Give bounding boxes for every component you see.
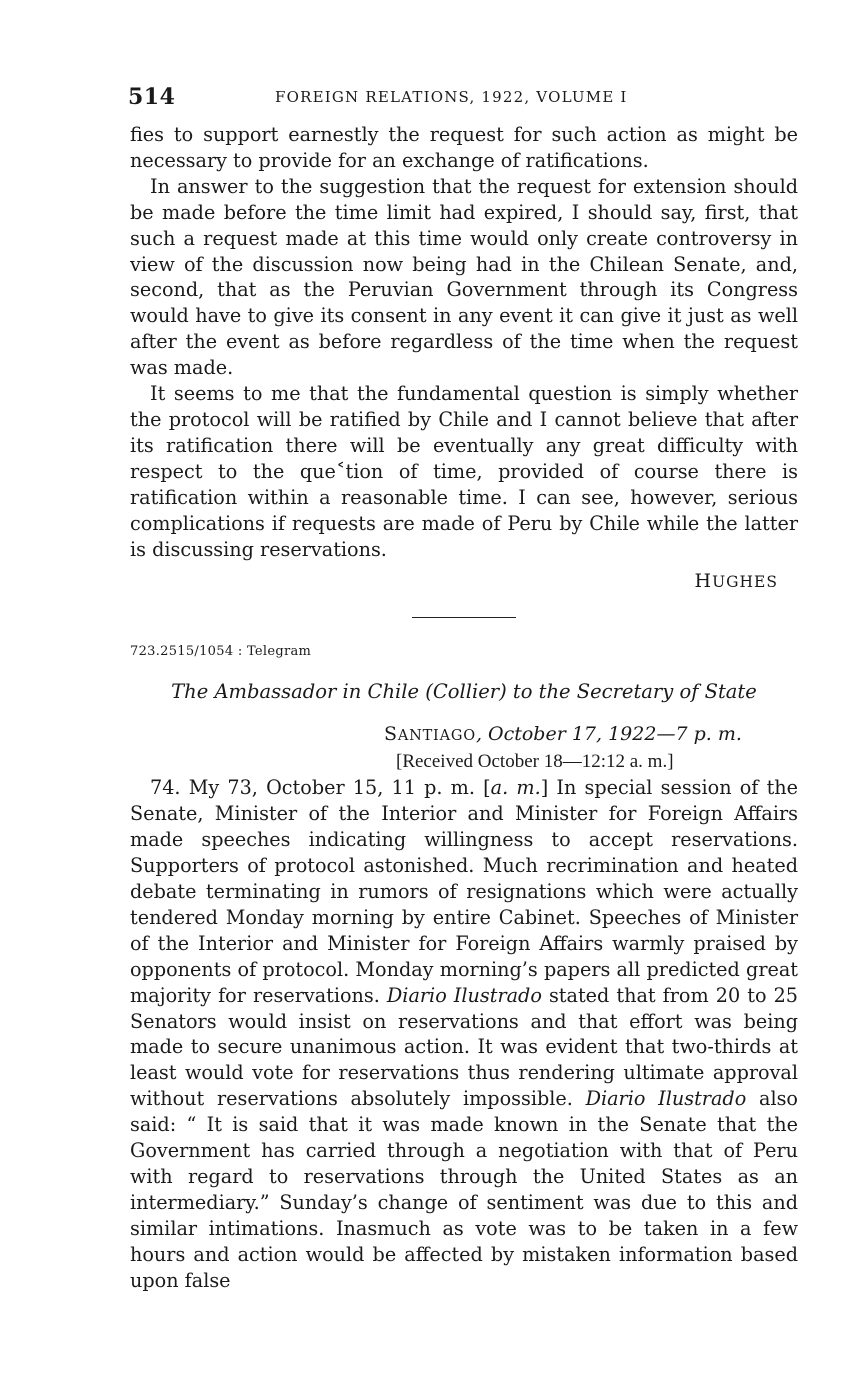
- page-number: 514: [128, 84, 176, 110]
- body-segment: also said: “ It is said that it was made known in the Senate that the Government has carried through a negotiation with that of Peru with regard to reservations through the United States as an intermediary.” Sunday’s change of sentiment was due to this and similar intimations. Inasmuch as vote was to be taken in a few hours and action would be affected by mistaken information based upon false: [130, 1087, 798, 1292]
- newspaper-name: Diario Ilustrado: [386, 983, 542, 1007]
- telegram-body: [130, 775, 798, 1293]
- signature-initial: H: [694, 570, 713, 593]
- body-segment-italic: a. m.: [490, 776, 541, 800]
- section-divider: [412, 617, 516, 618]
- file-reference: 723.2515/1054 : Telegram: [130, 644, 312, 660]
- body-segment: stated that from 20 to 25 Senators would insist on reservations and that effort was being made to secure unanimous action. It was evident that two-thirds at least would vote for reservations thus rendering ultimate approval without reservations absolutely impossible.: [130, 983, 798, 1111]
- document-title: The Ambassador in Chile (Collier) to the Secretary of State: [171, 680, 757, 704]
- body-segment: 74. My 73, October 15, 11 p. m. [: [150, 776, 491, 800]
- received-line: [Received October 18—12:12 a. m.]: [396, 751, 674, 773]
- paragraph: It seems to me that the fundamental question is simply whether the protocol will be ratified by Chile and I cannot believe that after its ratification there will be eventually any great difficulty with respect to the que˂tion of time, provided of course there is ratification within a reasonable time. I can see, however, serious complications if requests are made of Peru by Chile while the latter is discussing reservations.: [130, 382, 798, 561]
- dateline: [384, 721, 798, 749]
- paragraph: [130, 775, 798, 1293]
- paragraph-continuation: fies to support earnestly the request for such action as might be necessary to provide for an exchange of ratifications.: [130, 123, 798, 172]
- newspaper-name: Diario Ilustrado: [585, 1087, 747, 1111]
- signature: [130, 570, 778, 592]
- running-head: FOREIGN RELATIONS, 1922, VOLUME I: [275, 88, 628, 106]
- dateline-date: , October 17, 1922—7 p. m.: [475, 723, 742, 746]
- prior-document-text: [130, 122, 798, 562]
- document-page: [130, 84, 798, 1294]
- page-header: [130, 84, 798, 114]
- signature-rest: UGHES: [712, 573, 778, 592]
- dateline-place: [384, 723, 476, 746]
- paragraph: In answer to the suggestion that the request for extension should be made before the time limit had expired, I should say, first, that such a request made at this time would only create controversy in view of the discussion now being had in the Chilean Senate, and, second, that as the Peruvian Government through its Congress would have to give its consent in any event it can give it just as well after the event as before regardless of the time when the request was made.: [130, 174, 798, 380]
- body-segment: ] In special session of the Senate, Minister of the Interior and Minister for Foreign Affairs made speeches indicating willingness to accept reservations. Supporters of protocol astonished. Much recrimination and heated debate terminating in rumors of resignations which were actually tendered Monday morning by entire Cabinet. Speeches of Minister of the Interior and Minister for Foreign Affairs warmly praised by opponents of protocol. Monday morning’s papers all predicted great majority for reservations.: [130, 776, 799, 1007]
- dateline-place-initial: S: [384, 723, 398, 746]
- dateline-place-rest: ANTIAGO: [397, 728, 476, 745]
